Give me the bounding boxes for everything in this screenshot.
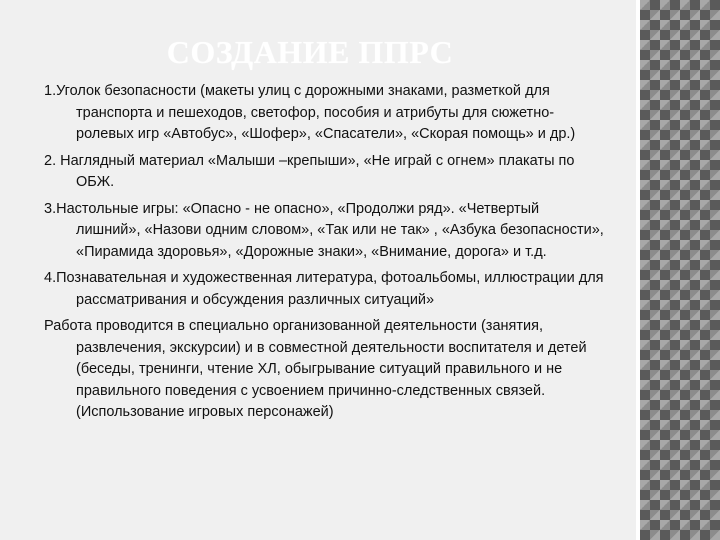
slide-title: СОЗДАНИЕ ППРС bbox=[166, 34, 454, 70]
paragraph-2: 2. Наглядный материал «Малыши –крепыши», «Не играй с огнем» плакаты по ОБЖ. bbox=[44, 152, 575, 190]
paragraph-5: Работа проводится в специально организованной деятельности (занятия, развлечения, экскурсии) и в совместной деятельности воспитателя и детей (беседы, тренинги, чтение ХЛ, обыгрывание ситуаций правильного и не правильного поведения с усвоением причинно-следственных связей. (Использование игровых персонажей) bbox=[44, 318, 587, 420]
paragraph-3: 3.Настольные игры: «Опасно - не опасно», «Продолжи ряд». «Четвертый лишний», «Назови одним словом», «Так или не так» , «Азбука безопасности», «Пирамида здоровья», «Дорожные знаки», «Внимание, дорога» и т.д. bbox=[44, 200, 604, 260]
slide-body bbox=[44, 81, 604, 429]
decorative-pattern-strip bbox=[640, 0, 720, 540]
paragraph-1: 1.Уголок безопасности (макеты улиц с дорожными знаками, разметкой для транспорта и пешеходов, светофор, пособия и атрибуты для сюжетно-ролевых игр «Автобус», «Шофер», «Спасатели», «Скорая помощь» и др.) bbox=[44, 83, 576, 142]
paragraph-4: 4.Познавательная и художественная литература, фотоальбомы, иллюстрации для рассматривания и обсуждения различных ситуаций» bbox=[44, 270, 604, 308]
